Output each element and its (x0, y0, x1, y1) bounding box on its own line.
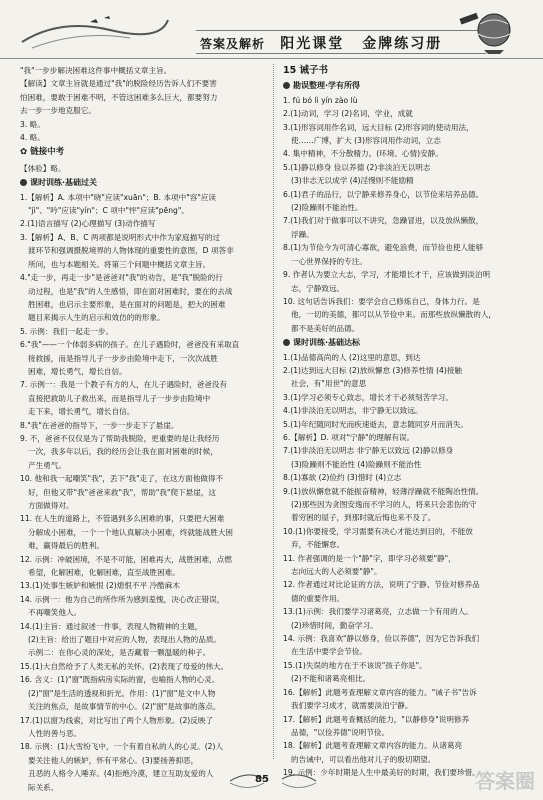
bullet-icon (20, 179, 27, 186)
subsection-heading: 课时训练·基础过关 (20, 176, 275, 189)
answer-line: 5. 示例：我们一起走一步。 (20, 326, 114, 336)
answer-line: 2.(1)语言描写 (2)心理描写 (3)动作描写 (20, 219, 156, 229)
answer-line: 10. 这句话告诉我们：要学会自己修炼自己，身体力行。是 (283, 296, 480, 306)
answer-line: 他，一切的美德，都可以从节俭中来。而那些放纵懒散的人， (291, 310, 497, 320)
answer-line: 志向远大的人必须要"静"。 (291, 567, 382, 577)
answer-line: 12. 示例：冲破困境，不是不可能，困难再大，战胜困难，点燃 (20, 554, 232, 564)
answer-line: 5.(1)年纪随同时光而疾速逝去，意志随同岁月而消失。 (283, 419, 469, 429)
answer-line: 6.【解析】D. 项对"宁静"的理解有误。 (283, 432, 415, 442)
answer-line: 3.(1)学习必须专心致志，增长才干必须刻苦学习。 (283, 392, 453, 402)
answer-line: 胜困难，也启示主要形象，是在面对的问题是，把大的困难 (28, 299, 226, 309)
answer-line: 好，但他又带"我"爸爸来救"我"，帮助"我"爬下悬崖，这 (28, 487, 217, 497)
answer-line: 8."我"在爸爸的指导下，一步一步走下了悬崖。 (20, 420, 179, 430)
answer-line: 弃，不能懈怠。 (291, 540, 345, 550)
answer-line: 3.【解析】A、B、C 两项都是说明形式中作为家庭描写的过 (20, 232, 221, 242)
answer-line: 着穷困的屋子，到那时就后悔也来不及了。 (291, 513, 436, 523)
answer-line: 2.(1)达到远大目标 (2)放纵懈怠 (3)修养性情 (4)接触 (283, 365, 463, 375)
answer-line: 16.【解析】此题考查理解文章内容的能力。"诫子书"告诉 (283, 687, 477, 697)
answer-line: 德的重要作用。 (291, 593, 345, 603)
answer-line: (2)主旨：给出了题目中对应的人物，表现出人物的品质。 (28, 635, 222, 645)
answer-line: 关注的焦点，是故事情节的中心。(2)"窗"是故事的落点。 (28, 702, 221, 712)
bullet-icon (283, 82, 290, 89)
answer-line: 社会，有"用世"的意思 (291, 379, 367, 389)
answer-line: 9. 不，爸爸不仅仅是为了帮助我脱险，更重要的是让我经历 (20, 433, 220, 443)
answer-line: 18. 示例：(1)大雪纷飞中，一个有着自私的人的心灵。(2)人 (20, 742, 224, 752)
lesson-heading (283, 64, 538, 77)
answer-line: 9.(1)放纵懈怠就不能振奋精神，轻薄浮躁就不能陶冶性情。 (283, 486, 484, 496)
answer-line: 丑恶的人格令人唾弃。(4)拒绝冷漠，建立互助友爱的人 (28, 769, 214, 779)
answer-line: 9. 作者认为要立大志，学习，才能增长才干，应该做到淡泊明 (283, 270, 491, 280)
answer-line: 4.(1)非淡泊无以明志，非宁静无以致远。 (283, 406, 423, 416)
answer-line: "jì"、"吟"应读"yín"；C 项中"怦"应读"pēng"。 (28, 206, 189, 216)
answer-line: 困难，增长勇气，增长自信。 (28, 366, 127, 376)
answer-line: 1.(1)品德高尚的人 (2)这里的意思，到达 (283, 352, 421, 362)
section-heading: ✿ 链接中考 (20, 147, 65, 158)
answer-line: 15.(1)失误的地方在于不该说"孩子你是"。 (283, 660, 427, 670)
answer-line: 1.【解析】A. 本项中"晓"应读"xuān"；B. 本项中"容"应读 (20, 192, 216, 202)
answer-line: 动过程，也是"我"的人生感悟，即在面对困难时，要在的去战 (28, 286, 233, 296)
page-number-ornament-icon (228, 768, 318, 794)
header-title: 答案及解析 (200, 37, 266, 51)
answer-line: 都不是美好的品德。 (291, 323, 360, 333)
answer-line: 1. fú bó lì yín zào lù (283, 95, 358, 105)
globe-telescope-icon (454, 6, 526, 56)
answer-line: (2)险躁则不能治性。 (291, 203, 363, 213)
answer-line: 要关注他人的嫉妒，怀有平常心。(3)要扬善抑恶， (28, 755, 199, 765)
answer-line: 10. 他和我一起嘲笑"我"，丢下"我"走了，在这方面他做得不 (20, 474, 224, 484)
answer-line: 在生活中要学会节俭。 (291, 647, 367, 657)
left-column (20, 64, 275, 794)
answer-line: 10.(1)你要接受，学习需要有决心才能达到目的，不能放 (283, 526, 473, 536)
answer-line: 我们要学习成才，就需要淡泊宁静。 (291, 701, 413, 711)
answer-line: 7.(1)我们对于做事可以不讲究，急躁冒进，以及放纵懒散， (283, 216, 484, 226)
answer-line: 19. 示例：少年时期是人生中最美好的时期，我们要珍惜。 (283, 768, 480, 778)
answer-line: 去一步一步地克服它。 (20, 106, 96, 116)
answer-line: 6."我"——一个体弱多病的孩子。在儿子遇险时，爸爸没有采取直 (20, 340, 240, 350)
answer-line: 8.(1)为节俭今为可清心寡欲，避免浪费，而节俭也使人能够 (283, 243, 484, 253)
answer-line: 17.【解析】此题考查概括的能力，"以静修身"说明修养 (283, 714, 470, 724)
answer-line: 题目来揭示人生的启示和效仿的的形象。 (28, 313, 165, 323)
answer-line: 13.(1)处事生嫉妒和嫉恨 (2)熄恨不平 冷酷麻木 (20, 581, 180, 591)
header-brand-b: 金牌练习册 (362, 36, 443, 52)
answer-line: 14. 示例：我喜欢"静以修身，俭以养德"，因为它告诉我们 (283, 634, 480, 644)
answer-line: 接救援，而是指导儿子一步步由险境中走下，一次次战胜 (28, 353, 218, 363)
answer-line: 3. 略。 (20, 119, 45, 129)
answer-line: 11. 作者强调的是一个"静"字，即学习必须要"静"， (283, 553, 456, 563)
answer-line: (2)不能和诸葛亮相比。 (291, 674, 371, 684)
answer-line: 的告诫中，可以看出他对儿子的殷切期望。 (291, 754, 436, 764)
answer-line: 不再嘲笑他人。 (28, 608, 82, 618)
answer-line: 人性的善与恶。 (28, 728, 82, 738)
answer-line: 13.(1)示例：我们要学习诸葛亮，立志做一个有用的人。 (283, 607, 473, 617)
page-number: 85 (255, 774, 269, 785)
answer-line: 一次，我多年以后，我的经历会让我在面对困难的时候， (28, 447, 218, 457)
answer-line: 5.(1)静以修身 俭以养德 (2)非淡泊无以明志 (283, 162, 431, 172)
answer-line: 3.(1)形容词用作名词，远大目标 (2)形容词的使动用法， (283, 122, 474, 132)
answer-line: (2)"窗"是生活的透视和折光。作用：(1)"窗"是文中人物 (28, 688, 216, 698)
answer-line: 产生勇气。 (28, 460, 66, 470)
header-brand-a: 阳光课堂 (280, 36, 345, 52)
answer-line: (2)那些因为贪图安逸而不学习的人，将来只会悲伤的守 (291, 500, 477, 509)
answer-line: 【体验】略。 (20, 163, 66, 173)
answer-line: 示例二：在你心灵的深处，是否藏着一颗温暖的种子。 (28, 648, 211, 658)
answer-line: 6.(1)君子的品行，以宁静来修养身心，以节俭来培养品德。 (283, 189, 484, 199)
lesson-title: 15 诫子书 (283, 65, 329, 76)
answer-line: 17.(1)以窗为线索，对比写出了两个人物形象。(2)反映了 (20, 715, 214, 725)
answer-line: (3)非志无以成学 (4)淫慢则不能励精 (291, 176, 414, 186)
answer-line: 直接把救助儿子救出来，而是指导儿子一步步由险境中 (28, 393, 211, 403)
subsection-heading: 课时训练·基础达标 (283, 336, 538, 349)
answer-line: 12. 作者通过对比论证的方法，说明了宁静、节俭对修养品 (283, 580, 480, 590)
answer-line: 18.【解析】此题考查理解文章内容的能力。从诸葛亮 (283, 741, 463, 751)
answer-line: 走下来，增长勇气，增长自信。 (28, 407, 135, 417)
answer-line: 希望，化解困难，化解困难，直至战胜困难。 (28, 568, 180, 578)
answer-line: 2.(1)动词，学习 (2)名词，学业，成就 (283, 109, 413, 119)
answer-line: 渡环节和强调摄脱境界的人物体现的重要性的意图，D 项答非 (28, 246, 234, 256)
answer-line: 难，赢得最后的胜利。 (28, 541, 104, 551)
answer-line: 15.(1)大自然给予了人类无私的关怀。(2)表现了母爱的伟大。 (20, 661, 229, 671)
swoosh-ornament-icon (20, 12, 170, 52)
answer-line: 使……广博，扩大 (3)形容词用作动词，立志 (291, 136, 441, 146)
answer-line: 14. 示例一：他为自己的所作所为感到羞愧，决心改正错误， (20, 594, 225, 604)
star-icon: ✿ (20, 147, 28, 158)
watermark: 答案圈 (475, 769, 535, 793)
answer-line: 7.(1)非淡泊无以明志 非宁静无以致远 (2)静以修身 (283, 446, 454, 456)
answer-line: 方面做得对。 (28, 501, 74, 510)
answer-line: 【解读】文章主旨就是通过"我"的脱险经历告诉人们不要害 (20, 79, 217, 89)
answer-line: 4. 集中精神，不分散精力。(环境、心情)安静。 (283, 149, 443, 159)
answer-line: 一心世界保持的专注。 (291, 256, 367, 266)
answer-line: 所问，也与本题相关。将第三个问题中概括文章主旨。 (28, 259, 211, 269)
answer-line: 品德，"以俭养德"说明节俭。 (291, 727, 390, 737)
answer-line: 7. 示例一：我是一个教子有方的人，在儿子遇险时，爸爸没有 (20, 380, 228, 390)
answer-line: 16. 含义：(1)"窗"既指病房实际的窗，也喻指人物的心灵。 (20, 675, 220, 685)
answer-line: 浮躁。 (291, 229, 314, 239)
answer-line: 分解成小困难，一个一个地认真解决小困难，终就能战胜大困 (28, 527, 234, 537)
answer-line: 怕困难，要敢于困难不明，不管这困难多么巨大，都要努力 (20, 92, 218, 102)
bullet-icon (283, 339, 290, 346)
right-column (283, 64, 538, 780)
answer-line: 11. 在人生的道路上，不管遇到多么困难的事，只要把大困难 (20, 514, 225, 524)
answer-line: (2)珍惜时间，勤奋学习。 (291, 620, 378, 630)
header-brand (200, 33, 442, 53)
answer-line: 14.(1)主旨：通过叙述一件事，表现人物精神的主题， (20, 621, 203, 631)
answer-line: (3)险躁则不能治性 (4)险躁则不能治性 (291, 459, 422, 469)
answer-line: 8.(1)寡欲 (2)俭约 (3)惜时 (4)立志 (283, 473, 402, 483)
answer-line: 志，宁静致远。 (291, 283, 345, 293)
answer-line: 际关系。 (28, 782, 59, 792)
answer-line: "我"一步步解决困难这件事中概括文章主旨。 (20, 66, 172, 75)
subsection-heading: 勘误整理·学有所得 (283, 79, 538, 92)
page-header (0, 0, 543, 59)
answer-line: 4."走一步，再走一步"是爸爸对"我"的劝告，是"我"脱险的行 (20, 273, 223, 283)
answer-line: 4. 略。 (20, 133, 45, 143)
